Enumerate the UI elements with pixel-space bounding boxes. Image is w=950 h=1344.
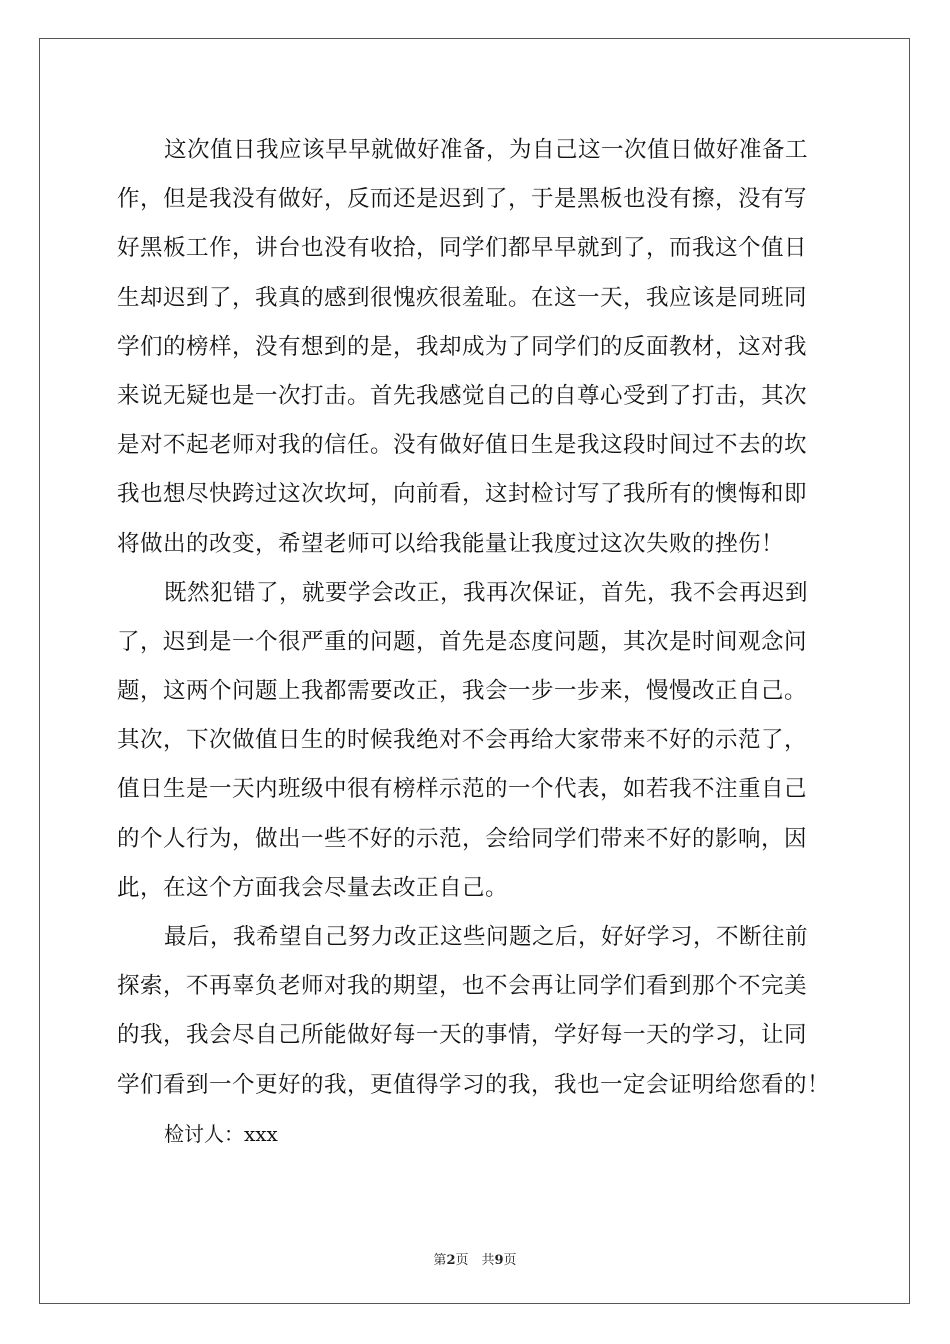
text-line: 是对不起老师对我的信任。没有做好值日生是我这段时间过不去的坎 [117, 432, 808, 459]
text-line: 学们的榜样，没有想到的是，我却成为了同学们的反面教材，这对我 [117, 333, 808, 360]
total-page-number: 9 [494, 1253, 504, 1268]
text-line: 学们看到一个更好的我，更值得学习的我，我也一定会证明给您看的！ [117, 1071, 831, 1098]
text-line: 其次，下次做值日生的时候我绝对不会再给大家带来不好的示范了， [117, 727, 808, 754]
text-line: 的我，我会尽自己所能做好每一天的事情，学好每一天的学习，让同 [117, 1022, 808, 1049]
text-line: 探索，不再辜负老师对我的期望，也不会再让同学们看到那个不完美 [117, 973, 808, 1000]
signature-line: 检讨人：xxx [164, 1121, 278, 1146]
paragraph-1 [117, 126, 847, 569]
document-body [117, 126, 847, 1159]
text-line: 这次值日我应该早早就做好准备，为自己这一次值日做好准备工 [164, 137, 809, 163]
text-line: 将做出的改变，希望老师可以给我能量让我度过这次失败的挫伤！ [117, 530, 785, 557]
text-line: 生却迟到了，我真的感到很愧疚很羞耻。在这一天，我应该是同班同 [117, 284, 808, 311]
text-line: 作，但是我没有做好，反而还是迟到了，于是黑板也没有擦，没有写 [117, 186, 808, 213]
text-line: 我也想尽快跨过这次坎坷，向前看，这封检讨写了我所有的懊悔和即 [117, 481, 808, 508]
page-prefix: 第 [433, 1253, 447, 1268]
text-line: 值日生是一天内班级中很有榜样示范的一个代表，如若我不注重自己 [117, 776, 808, 803]
text-line: 题，这两个问题上我都需要改正，我会一步一步来，慢慢改正自己。 [117, 678, 808, 705]
text-line: 既然犯错了，就要学会改正，我再次保证，首先，我不会再迟到 [164, 579, 809, 606]
text-line: 最后，我希望自己努力改正这些问题之后，好好学习，不断往前 [164, 924, 809, 950]
text-line: 的个人行为，做出一些不好的示范，会给同学们带来不好的影响，因 [117, 825, 808, 852]
page-mid: 页 共 [455, 1253, 495, 1268]
text-line: 此，在这个方面我会尽量去改正自己。 [117, 874, 509, 901]
paragraph-3 [117, 913, 847, 1110]
text-line: 好黑板工作，讲台也没有收拾，同学们都早早就到了，而我这个值日 [117, 235, 808, 262]
text-line: 了，迟到是一个很严重的问题，首先是态度问题，其次是时间观念问 [117, 628, 808, 655]
text-line: 来说无疑也是一次打击。首先我感觉自己的自尊心受到了打击，其次 [117, 382, 808, 409]
current-page-number: 2 [446, 1253, 456, 1268]
page-footer [0, 1249, 950, 1268]
paragraph-2 [117, 569, 847, 913]
page-suffix: 页 [503, 1253, 517, 1268]
